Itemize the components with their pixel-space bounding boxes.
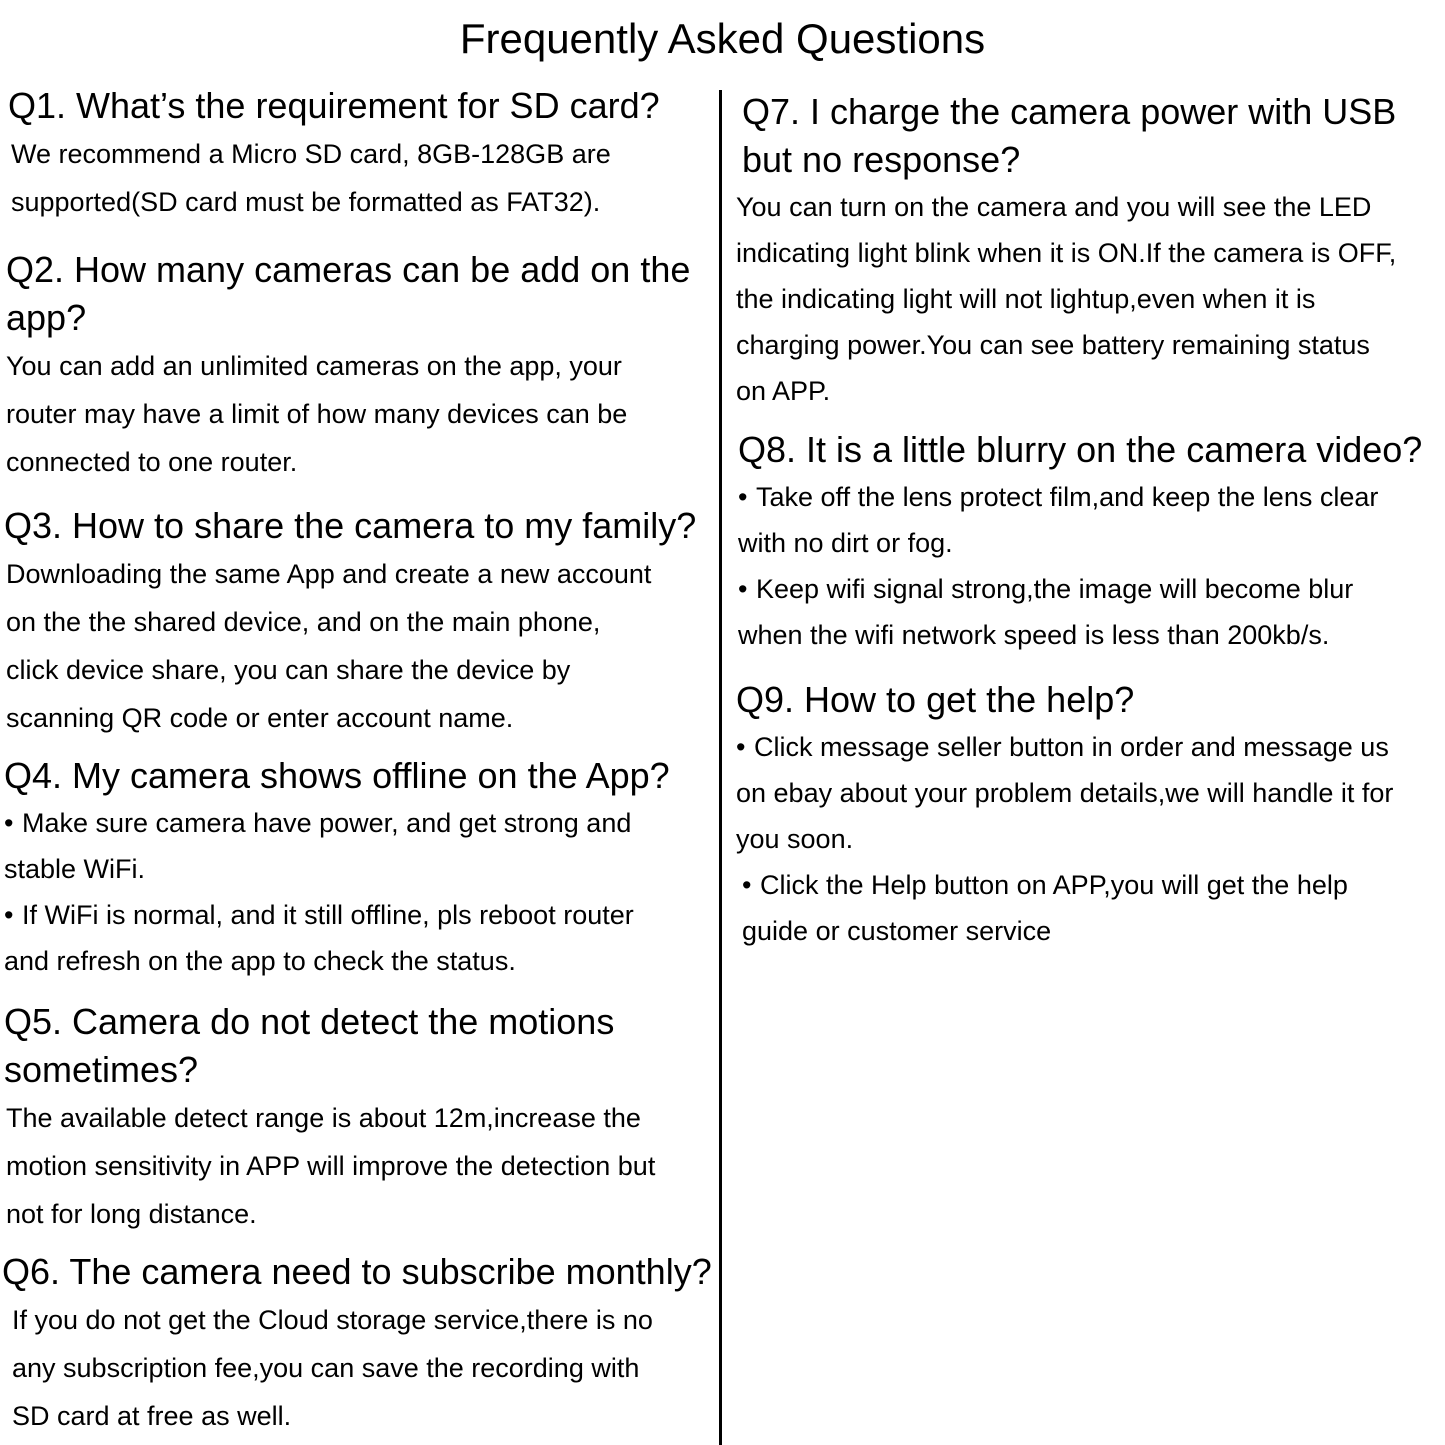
faq-item-q5 (4, 998, 716, 1238)
faq-bullet (4, 800, 714, 892)
faq-item-q4 (4, 752, 714, 984)
faq-question: Q9. How to get the help? (736, 679, 1135, 720)
faq-item-q7 (736, 88, 1441, 414)
faq-answer: Downloading the same App and create a new account on the the shared device, and on the main phone, click device share, you can share the device by scanning QR code or enter account name. (6, 559, 652, 733)
faq-bullet (738, 474, 1443, 566)
faq-item-q9 (736, 676, 1441, 954)
faq-bullet-text: Click the Help button on APP,you will get the help guide or customer service (742, 870, 1348, 946)
faq-question: Q3. How to share the camera to my family? (4, 505, 697, 546)
faq-item-q2 (6, 246, 711, 486)
faq-item-q3 (4, 502, 714, 742)
column-divider (719, 90, 722, 1445)
bullet-icon: • (742, 870, 752, 900)
faq-question: Q5. Camera do not detect the motions sometimes? (4, 1001, 615, 1090)
faq-answer: The available detect range is about 12m,increase the motion sensitivity in APP will improve the detection but not for long distance. (6, 1103, 656, 1229)
page-title: Frequently Asked Questions (459, 15, 986, 62)
faq-answer: We recommend a Micro SD card, 8GB-128GB are supported(SD card must be formatted as FAT32). (11, 139, 611, 217)
faq-question: Q4. My camera shows offline on the App? (4, 755, 670, 796)
bullet-icon: • (736, 732, 746, 762)
faq-bullet (4, 892, 714, 984)
faq-item-q6 (2, 1248, 718, 1440)
faq-question: Q6. The camera need to subscribe monthly? (2, 1251, 712, 1292)
faq-question: Q7. I charge the camera power with USB but no response? (742, 91, 1397, 180)
faq-bullet-text: Keep wifi signal strong,the image will become blur when the wifi network speed is less than 200kb/s. (738, 574, 1354, 650)
faq-bullet-text: Click message seller button in order and message us on ebay about your problem details,we will handle it for you soon. (736, 732, 1394, 854)
faq-answer: You can turn on the camera and you will see the LED indicating light blink when it is ON.If the camera is OFF, the indicating light will not lightup,even when it is charging power.You can see battery remaining status on APP. (736, 192, 1397, 406)
bullet-icon: • (738, 482, 748, 512)
faq-question: Q8. It is a little blurry on the camera video? (738, 429, 1423, 470)
faq-bullet-text: Take off the lens protect film,and keep the lens clear with no dirt or fog. (738, 482, 1379, 558)
faq-answer: If you do not get the Cloud storage service,there is no any subscription fee,you can save the recording with SD card at free as well. (12, 1305, 653, 1431)
bullet-icon: • (4, 900, 14, 930)
faq-answer: You can add an unlimited cameras on the app, your router may have a limit of how many devices can be connected to one router. (6, 351, 628, 477)
faq-bullet (738, 566, 1443, 658)
faq-bullet-text: If WiFi is normal, and it still offline, pls reboot router and refresh on the app to check the status. (4, 900, 634, 976)
faq-item-q1 (8, 82, 713, 226)
faq-bullet (736, 724, 1441, 862)
faq-item-q8 (738, 426, 1443, 658)
bullet-icon: • (738, 574, 748, 604)
faq-question: Q1. What’s the requirement for SD card? (8, 85, 660, 126)
faq-bullet-text: Make sure camera have power, and get strong and stable WiFi. (4, 808, 632, 884)
bullet-icon: • (4, 808, 14, 838)
faq-bullet (736, 862, 1441, 954)
faq-question: Q2. How many cameras can be add on the app? (6, 249, 691, 338)
